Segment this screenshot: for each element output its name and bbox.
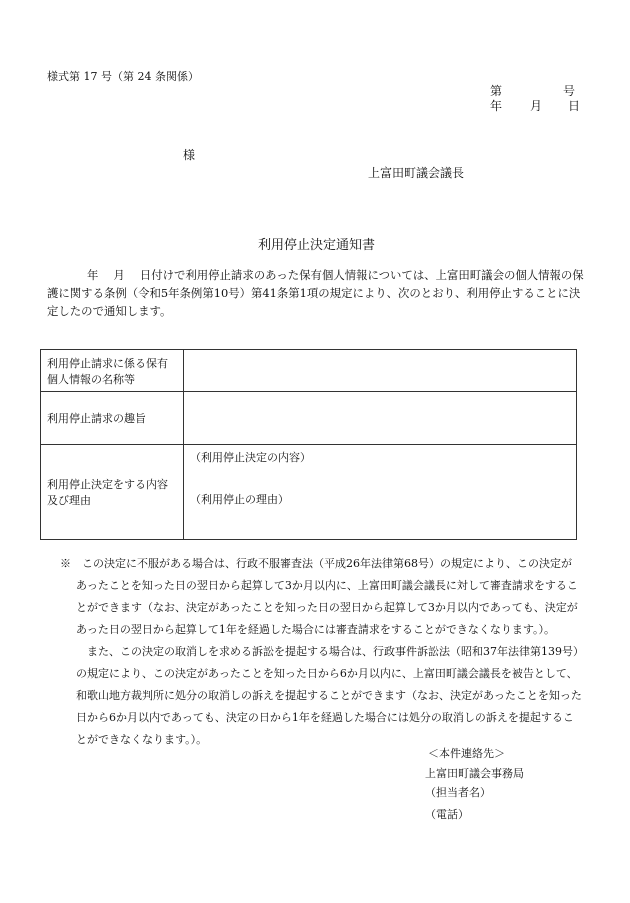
contact-telephone: （電話） xyxy=(425,808,469,821)
form-number: 様式第 17 号（第 24 条関係） xyxy=(47,70,199,83)
row1-value xyxy=(184,350,577,392)
date-month: 月 xyxy=(530,99,543,113)
row2-label: 利用停止請求の趣旨 xyxy=(41,392,184,445)
row1-label: 利用停止請求に係る保有個人情報の名称等 xyxy=(41,350,184,392)
body-paragraph: 年 月 日付けで利用停止請求のあった保有個人情報については、上富田町議会の個人情報の保護に関する条例（令和5年条例第10号）第41条第1項の規定により、次のとおり、利用停止することに決定したので通知します。 xyxy=(47,268,584,318)
decision-content-label: （利用停止決定の内容） xyxy=(190,451,311,464)
row3-label: 利用停止決定をする内容及び理由 xyxy=(41,445,184,540)
decision-reason-label: （利用停止の理由） xyxy=(190,493,289,506)
appeal-notes xyxy=(60,553,582,751)
document-number-prefix: 第 xyxy=(490,84,503,98)
row3-value xyxy=(184,445,577,540)
date-year: 年 xyxy=(490,99,503,113)
sender-name: 上富田町議会議長 xyxy=(368,166,465,180)
table-row xyxy=(41,350,577,392)
document-title: 利用停止決定通知書 xyxy=(258,238,376,253)
contact-office: 上富田町議会事務局 xyxy=(425,767,524,780)
date-day: 日 xyxy=(568,99,581,113)
info-table xyxy=(40,349,577,540)
document-number-suffix: 号 xyxy=(563,84,576,98)
appeal-note-review: ※ この決定に不服がある場合は、行政不服審査法（平成26年法律第68号）の規定により、この決定があったことを知った日の翌日から起算して3か月以内に、上富田町議会議長に対して審査請求をすることができます（なお、決定があったことを知った日の翌日から起算して3か月以内であっても、決定があった日の翌日から起算して1年を経過した場合には審査請求をすることができなくなります。）。 xyxy=(60,557,578,636)
contact-person: （担当者名） xyxy=(425,786,491,799)
appeal-note-litigation: また、この決定の取消しを求める訴訟を提起する場合は、行政事件訴訟法（昭和37年法律第139号）の規定により、この決定があったことを知った日から6か月以内に、上富田町議会議長を被告として、和歌山地方裁判所に処分の取消しの訴えを提起することができます（なお、決定があったことを知った日から6か月以内であっても、決定の日から1年を経過した場合には処分の取消しの訴えを提起することができなくなります。）。 xyxy=(76,645,582,746)
table-row xyxy=(41,445,577,540)
row2-value xyxy=(184,392,577,445)
addressee-honorific: 様 xyxy=(183,148,196,162)
contact-heading: ＜本件連絡先＞ xyxy=(428,747,505,760)
table-row xyxy=(41,392,577,445)
